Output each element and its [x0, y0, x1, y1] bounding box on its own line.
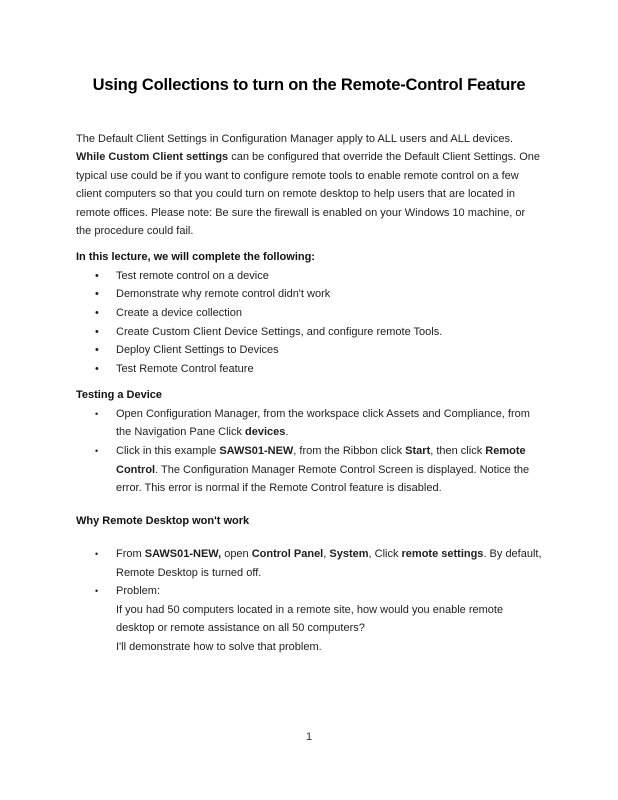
- bullet-icon: •: [95, 325, 99, 338]
- text-run: . By default, Remote Desktop is turned off.: [116, 548, 542, 579]
- text-run: From: [116, 548, 145, 561]
- bullet-icon: •: [95, 269, 99, 282]
- list-item: [76, 341, 542, 360]
- text-run-bold: SAWS01-NEW: [219, 445, 294, 457]
- list-item-text: [116, 405, 542, 442]
- bullet-icon: •: [95, 307, 99, 320]
- bullet-icon: •: [95, 288, 99, 301]
- text-run: ,: [323, 548, 330, 561]
- text-run-bold: While Custom Client settings: [76, 151, 229, 164]
- list-item: [76, 545, 542, 582]
- text-run: . The Configuration Manager Remote Control Screen is displayed. Notice the error. This error is normal if the Remote Control feature is disabled.: [116, 463, 530, 495]
- text-run: can be configured that override the Default Client Settings. One typical use could be if you want to configure remote tools to enable remote control on a few client computers so that you could turn on remote desktop to help users that are located in remote offices. Please note: Be sure the firewall is enabled on your Windows 10 machine, or the procedure could fail.: [76, 151, 541, 238]
- problem-conclusion-text: I'll demonstrate how to solve that problem.: [116, 640, 322, 653]
- list-item-label: Demonstrate why remote control didn't work: [116, 288, 331, 301]
- text-run-bold: Start: [405, 445, 431, 457]
- page-number: 1: [305, 731, 313, 743]
- text-run-bold: Remote Control: [116, 445, 526, 476]
- document-title: Using Collections to turn on the Remote-Control Feature: [92, 76, 526, 94]
- list-item: [76, 582, 542, 601]
- list-item: [76, 360, 542, 379]
- intro-paragraph: [76, 130, 542, 240]
- text-run: , then click: [430, 445, 486, 457]
- list-item: [76, 323, 542, 342]
- text-run-bold: remote settings: [401, 548, 484, 561]
- testing-section-heading: Testing a Device: [76, 389, 162, 402]
- text-run: , from the Ribbon click: [293, 445, 406, 457]
- text-run-bold: Control Panel: [251, 548, 324, 561]
- list-item: [76, 304, 542, 323]
- problem-detail-text: If you had 50 computers located in a remote site, how would you enable remote desktop or remote assistance on all 50 computers?: [116, 603, 504, 635]
- list-item: [76, 267, 542, 286]
- lecture-heading: In this lecture, we will complete the following:: [76, 251, 315, 264]
- list-item-label: Problem:: [116, 585, 161, 598]
- text-run: Open Configuration Manager, from the workspace click Assets and Compliance, from the Navigation Pane Click: [116, 407, 530, 439]
- bullet-icon: •: [95, 586, 99, 597]
- text-run: The Default Client Settings in Configuration Manager apply to ALL users and ALL devices.: [76, 133, 514, 145]
- text-run: open: [221, 548, 252, 561]
- text-run: Click in this example: [116, 445, 220, 457]
- why-bullet-list: [76, 545, 542, 601]
- bullet-icon: •: [95, 549, 99, 560]
- list-item-label: Create Custom Client Device Settings, and configure remote Tools.: [116, 325, 443, 338]
- list-item: [76, 442, 542, 498]
- text-run-bold: devices: [245, 426, 286, 439]
- list-item-label: Test remote control on a device: [116, 269, 269, 282]
- why-section-heading: Why Remote Desktop won't work: [76, 514, 250, 527]
- text-run: .: [285, 426, 289, 439]
- list-item-text: [116, 442, 542, 498]
- list-item: [76, 405, 542, 442]
- list-item-text: [116, 545, 542, 582]
- lecture-bullet-list: [76, 267, 542, 379]
- bullet-icon: •: [95, 362, 99, 375]
- bullet-icon: •: [95, 344, 99, 357]
- bullet-icon: •: [95, 446, 99, 456]
- list-item-label: Create a device collection: [116, 307, 242, 320]
- bullet-icon: •: [95, 408, 99, 419]
- list-item-label: Deploy Client Settings to Devices: [116, 344, 279, 357]
- list-item-label: Test Remote Control feature: [116, 362, 254, 375]
- text-run: , Click: [368, 548, 402, 561]
- text-run-bold: System: [329, 548, 369, 561]
- testing-bullet-list: [76, 405, 542, 498]
- text-run-bold: SAWS01-NEW,: [144, 548, 222, 561]
- list-item: [76, 285, 542, 304]
